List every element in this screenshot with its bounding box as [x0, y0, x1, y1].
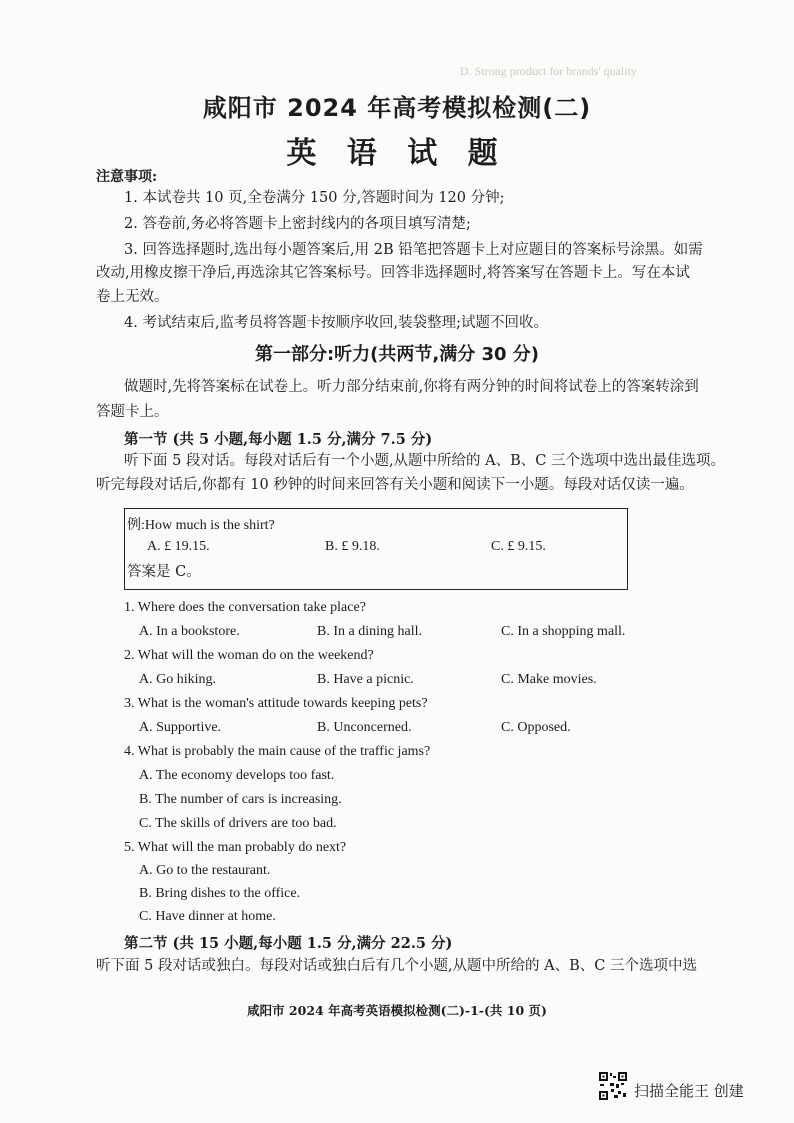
- section1-intro-line: 听完每段对话后,你都有 10 秒钟的时间来回答有关小题和阅读下一小题。每段对话仅读一遍。: [96, 477, 694, 493]
- question-3: 3. What is the woman's attitude towards keeping pets?: [124, 696, 428, 711]
- example-option-b: B. £ 9.18.: [325, 539, 380, 554]
- note-line: 2. 答卷前,务必将答题卡上密封线内的各项目填写清楚;: [124, 216, 471, 232]
- q4-option-c: C. The skills of drivers are too bad.: [139, 816, 337, 831]
- scanner-watermark: 扫描全能王 创建: [634, 1082, 744, 1100]
- question-5: 5. What will the man probably do next?: [124, 840, 347, 855]
- section2-title: 第二节 (共 15 小题,每小题 1.5 分,满分 22.5 分): [124, 935, 453, 952]
- section1-intro-line: 听下面 5 段对话。每段对话后有一个小题,从题中所给的 A、B、C 三个选项中选出最佳选项。: [124, 453, 725, 469]
- part1-title: 第一部分:听力(共两节,满分 30 分): [254, 344, 540, 365]
- q2-option-a: A. Go hiking.: [139, 672, 216, 687]
- example-option-a: A. £ 19.15.: [147, 539, 210, 554]
- subject-title: 英 语 试 题: [286, 136, 508, 171]
- section2-intro-line: 听下面 5 段对话或独白。每段对话或独白后有几个小题,从题中所给的 A、B、C 三个选项中选: [96, 958, 697, 974]
- note-line: 改动,用橡皮擦干净后,再选涂其它答案标号。回答非选择题时,将答案写在答题卡上。写在本试: [96, 265, 690, 281]
- q3-option-b: B. Unconcerned.: [317, 720, 412, 735]
- part1-intro-line: 答题卡上。: [96, 404, 169, 420]
- section1-title: 第一节 (共 5 小题,每小题 1.5 分,满分 7.5 分): [124, 431, 433, 448]
- note-line: 卷上无效。: [96, 289, 169, 305]
- q1-option-a: A. In a bookstore.: [139, 624, 240, 639]
- example-box: [124, 508, 628, 590]
- note-line: 4. 考试结束后,监考员将答题卡按顺序收回,装袋整理;试题不回收。: [124, 315, 549, 331]
- part1-intro-line: 做题时,先将答案标在试卷上。听力部分结束前,你将有两分钟的时间将试卷上的答案转涂到: [124, 379, 699, 395]
- q5-option-a: A. Go to the restaurant.: [139, 863, 271, 878]
- q5-option-b: B. Bring dishes to the office.: [139, 886, 301, 901]
- q3-option-a: A. Supportive.: [139, 720, 222, 735]
- q4-option-b: B. The number of cars is increasing.: [139, 792, 342, 807]
- q1-option-c: C. In a shopping mall.: [501, 624, 626, 639]
- page-footer: 咸阳市 2024 年高考英语模拟检测(二)-1-(共 10 页): [247, 1003, 547, 1018]
- note-line: 3. 回答选择题时,选出每小题答案后,用 2B 铅笔把答题卡上对应题目的答案标号涂黑。如需: [124, 242, 703, 258]
- question-1: 1. Where does the conversation take place?: [124, 600, 366, 615]
- qr-code-icon: [598, 1071, 628, 1101]
- notes-heading: 注意事项:: [96, 169, 158, 185]
- question-4: 4. What is probably the main cause of the traffic jams?: [124, 744, 431, 759]
- q3-option-c: C. Opposed.: [501, 720, 571, 735]
- q1-option-b: B. In a dining hall.: [317, 624, 422, 639]
- note-line: 1. 本试卷共 10 页,全卷满分 150 分,答题时间为 120 分钟;: [124, 190, 505, 206]
- example-option-c: C. £ 9.15.: [491, 539, 546, 554]
- q2-option-c: C. Make movies.: [501, 672, 597, 687]
- bleed-through-text: D. Strong product for brands' quality: [460, 64, 637, 78]
- example-answer: 答案是 C。: [127, 564, 201, 580]
- question-2: 2. What will the woman do on the weekend?: [124, 648, 374, 663]
- exam-title: 咸阳市 2024 年高考模拟检测(二): [202, 94, 592, 122]
- q4-option-a: A. The economy develops too fast.: [139, 768, 335, 783]
- q2-option-b: B. Have a picnic.: [317, 672, 414, 687]
- example-question: 例:How much is the shirt?: [127, 518, 275, 533]
- q5-option-c: C. Have dinner at home.: [139, 909, 276, 924]
